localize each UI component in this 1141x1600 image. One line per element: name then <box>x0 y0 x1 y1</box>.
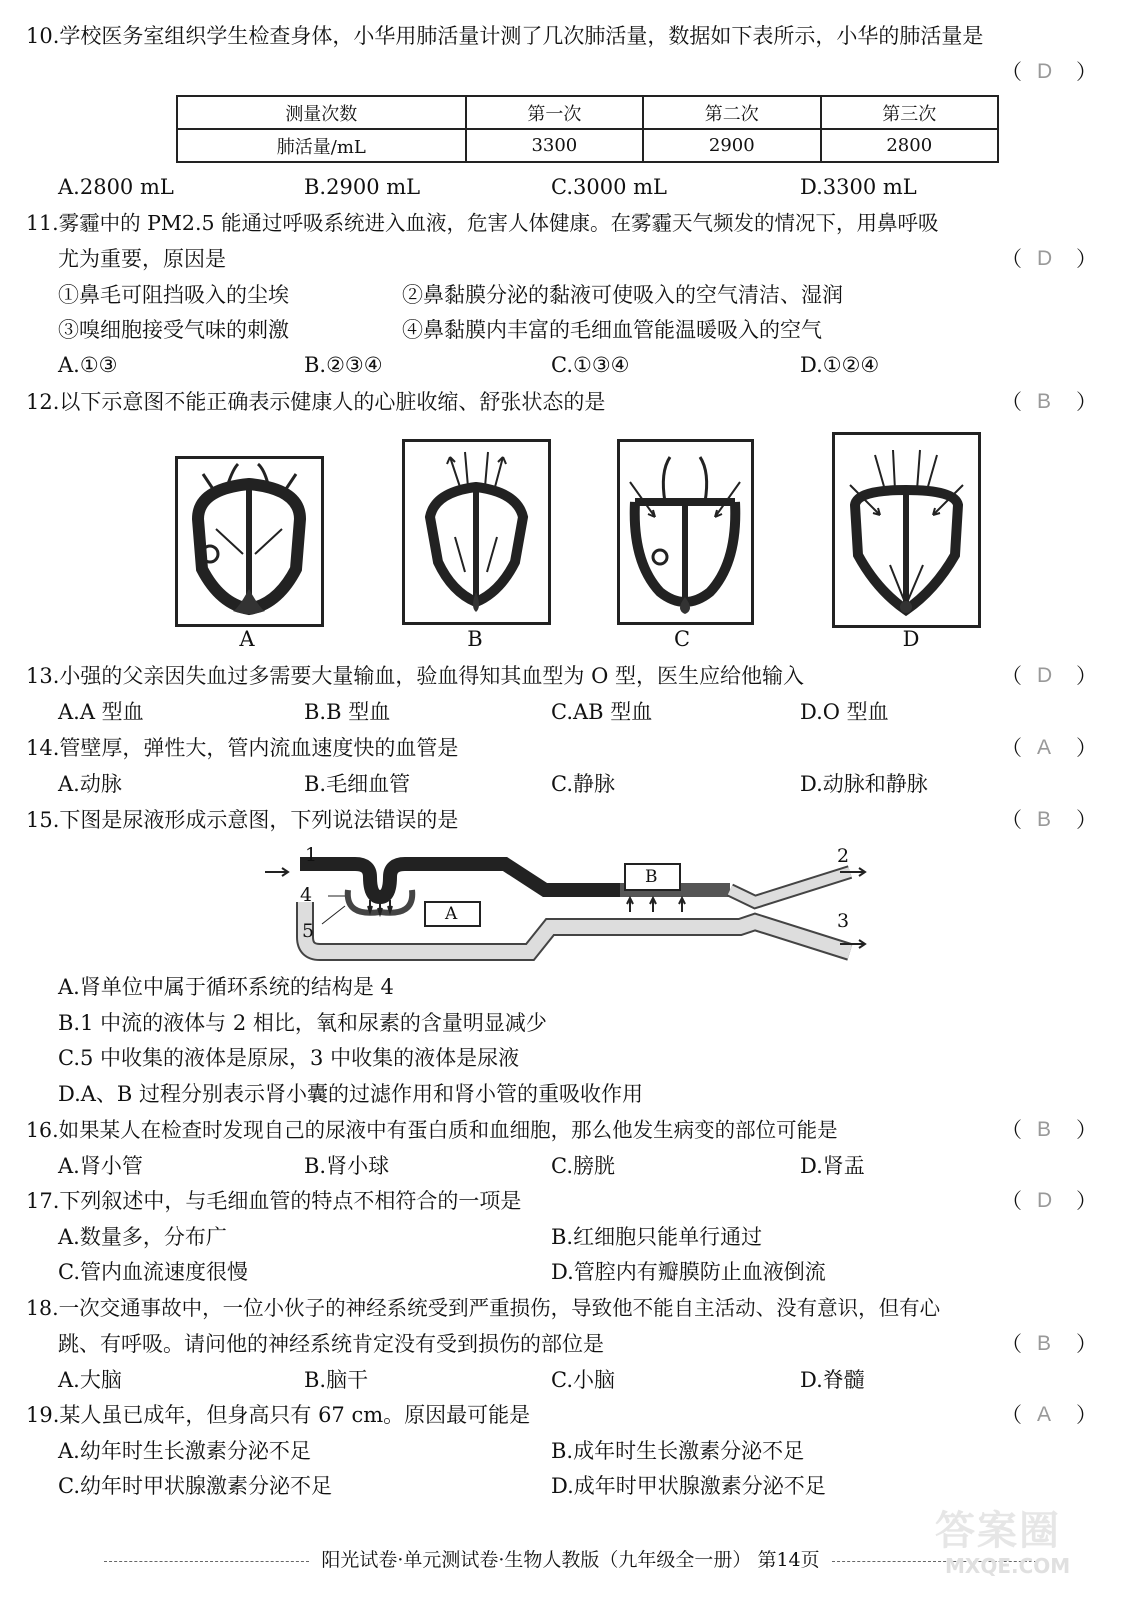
q19-option-a: A.幼年时生长激素分泌不足 <box>58 1439 311 1463</box>
q11-statement-1: ①鼻毛可阻挡吸入的尘埃 <box>58 283 289 307</box>
nephron-label-3: 3 <box>837 910 850 932</box>
q11-option-b: B.②③④ <box>304 353 383 377</box>
q10-option-b: B.2900 mL <box>304 175 421 199</box>
footer-divider-left <box>104 1561 309 1562</box>
q13-stem: 13.小强的父亲因失血过多需要大量输血，验血得知其血型为 O 型，医生应给他输入 <box>26 664 804 688</box>
q15-option-b: B.1 中流的液体与 2 相比，氧和尿素的含量明显减少 <box>58 1011 547 1035</box>
q11-stem: 11.雾霾中的 PM2.5 能通过呼吸系统进入血液，危害人体健康。在雾霾天气频发的情况下，用鼻呼吸 <box>26 211 939 235</box>
q18-stem: 18.一次交通事故中，一位小伙子的神经系统受到严重损伤，导致他不能自主活动、没有意识，但有心 <box>26 1296 941 1320</box>
heart-diagram-a <box>175 456 324 627</box>
heart-label-b: B <box>467 627 483 651</box>
table-cell: 第二次 <box>643 96 820 129</box>
q13-option-c: C.AB 型血 <box>551 700 653 724</box>
q16-option-a: A.肾小管 <box>58 1154 143 1178</box>
heart-label-d: D <box>902 627 920 651</box>
q11-option-c: C.①③④ <box>551 353 630 377</box>
q12-stem: 12.以下示意图不能正确表示健康人的心脏收缩、舒张状态的是 <box>26 390 606 414</box>
q17-option-a: A.数量多，分布广 <box>58 1225 227 1249</box>
q16-option-d: D.肾盂 <box>800 1154 865 1178</box>
q11-option-d: D.①②④ <box>800 353 880 377</box>
q19-option-c: C.幼年时甲状腺激素分泌不足 <box>58 1474 332 1498</box>
watermark-url: MXQE.COM <box>945 1554 1071 1578</box>
table-cell: 第三次 <box>821 96 998 129</box>
q15-option-c: C.5 中收集的液体是原尿，3 中收集的液体是尿液 <box>58 1046 520 1070</box>
table-cell: 3300 <box>466 129 643 162</box>
q13-option-b: B.B 型血 <box>304 700 391 724</box>
q17-option-d: D.管腔内有瓣膜防止血液倒流 <box>551 1260 826 1284</box>
nephron-diagram <box>260 842 875 967</box>
watermark-logo <box>935 1508 1135 1598</box>
q11-statement-3: ③嗅细胞接受气味的刺激 <box>58 318 289 342</box>
table-cell: 2800 <box>821 129 998 162</box>
lung-capacity-table <box>176 95 999 163</box>
nephron-label-4: 4 <box>300 884 313 906</box>
q15-option-d: D.A、B 过程分别表示肾小囊的过滤作用和肾小管的重吸收作用 <box>58 1082 644 1106</box>
heart-diagram-c <box>617 439 754 625</box>
heart-label-a: A <box>239 627 255 651</box>
table-cell: 2900 <box>643 129 820 162</box>
q11-statement-4: ④鼻黏膜内丰富的毛细血管能温暖吸入的空气 <box>402 318 822 342</box>
q16-option-b: B.肾小球 <box>304 1154 390 1178</box>
q14-option-b: B.毛细血管 <box>304 772 411 796</box>
heart-label-c: C <box>673 627 691 651</box>
watermark-text: 答案圈 <box>935 1508 1061 1554</box>
q18-stem-cont: 跳、有呼吸。请问他的神经系统肯定没有受到损伤的部位是 <box>58 1332 604 1356</box>
nephron-box-a-label: A <box>445 904 458 924</box>
q13-option-d: D.O 型血 <box>800 700 889 724</box>
q19-option-d: D.成年时甲状腺激素分泌不足 <box>551 1474 826 1498</box>
q14-option-d: D.动脉和静脉 <box>800 772 928 796</box>
q18-option-b: B.脑干 <box>304 1368 369 1392</box>
q16-stem: 16.如果某人在检查时发现自己的尿液中有蛋白质和血细胞，那么他发生病变的部位可能是 <box>26 1118 838 1142</box>
q11-statement-2: ②鼻黏膜分泌的黏液可使吸入的空气清洁、湿润 <box>402 283 843 307</box>
q13-option-a: A.A 型血 <box>58 700 144 724</box>
q10-option-a: A.2800 mL <box>58 175 174 199</box>
table-cell: 第一次 <box>466 96 643 129</box>
table-header-row <box>177 96 998 129</box>
table-row <box>177 129 998 162</box>
q15-stem: 15.下图是尿液形成示意图，下列说法错误的是 <box>26 808 459 832</box>
q14-option-c: C.静脉 <box>551 772 615 796</box>
q14-stem: 14.管壁厚，弹性大，管内流血速度快的血管是 <box>26 736 459 760</box>
q19-stem: 19.某人虽已成年，但身高只有 67 cm。原因最可能是 <box>26 1403 531 1427</box>
nephron-label-1: 1 <box>305 844 318 866</box>
nephron-box-b-label: B <box>645 867 658 887</box>
nephron-label-5: 5 <box>302 920 315 942</box>
q16-option-c: C.膀胱 <box>551 1154 615 1178</box>
q11-option-a: A.①③ <box>58 353 118 377</box>
q10-option-d: D.3300 mL <box>800 175 917 199</box>
table-cell: 测量次数 <box>177 96 466 129</box>
table-cell: 肺活量/mL <box>177 129 466 162</box>
nephron-label-2: 2 <box>837 845 850 867</box>
heart-diagram-b <box>402 439 551 625</box>
q11-stem-cont: 尤为重要，原因是 <box>58 247 226 271</box>
q17-option-b: B.红细胞只能单行通过 <box>551 1225 763 1249</box>
footer-text: 阳光试卷·单元测试卷·生物人教版（九年级全一册） 第14页 <box>321 1549 820 1571</box>
heart-diagram-d <box>832 432 981 628</box>
q14-option-a: A.动脉 <box>58 772 122 796</box>
q10-option-c: C.3000 mL <box>551 175 667 199</box>
q18-option-a: A.大脑 <box>58 1368 122 1392</box>
q17-option-c: C.管内血流速度很慢 <box>58 1260 248 1284</box>
q15-option-a: A.肾单位中属于循环系统的结构是 4 <box>58 975 394 999</box>
q18-option-d: D.脊髓 <box>800 1368 865 1392</box>
q19-option-b: B.成年时生长激素分泌不足 <box>551 1439 805 1463</box>
q18-option-c: C.小脑 <box>551 1368 615 1392</box>
q10-stem: 10.学校医务室组织学生检查身体，小华用肺活量计测了几次肺活量，数据如下表所示，小华的肺活量是 <box>26 24 984 48</box>
q17-stem: 17.下列叙述中，与毛细血管的特点不相符合的一项是 <box>26 1189 522 1213</box>
